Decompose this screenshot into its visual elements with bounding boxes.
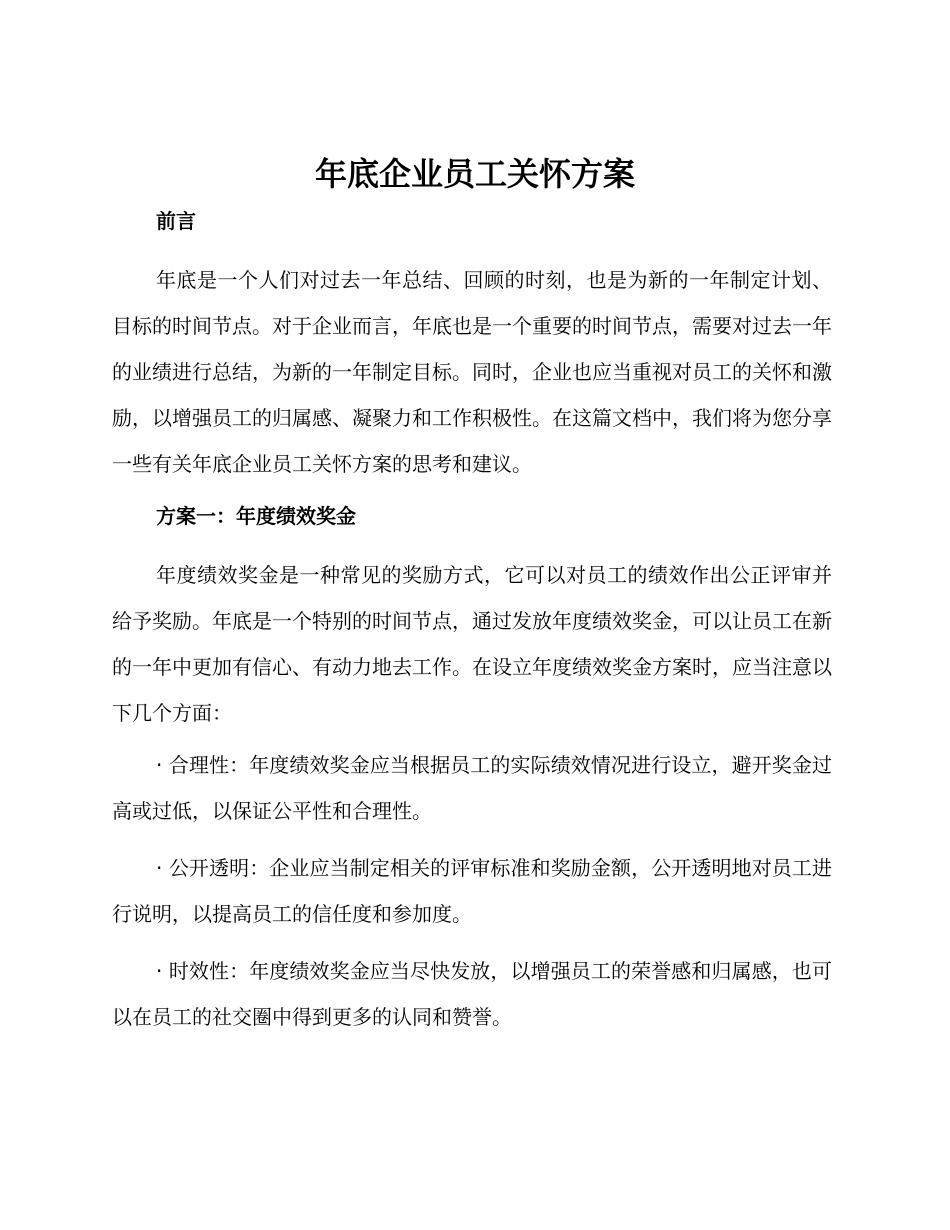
section-heading-preface: 前言 xyxy=(156,209,196,233)
section-heading-plan-one: 方案一：年度绩效奖金 xyxy=(156,504,356,528)
bullet-item-transparency: · 公开透明：企业应当制定相关的评审标准和奖励金额，公开透明地对员工进行说明，以提高员工的信任度和参加度。 xyxy=(112,856,832,926)
plan-one-paragraph: 年度绩效奖金是一种常见的奖励方式，它可以对员工的绩效作出公正评审并给予奖励。年底是一个特别的时间节点，通过发放年度绩效奖金，可以让员工在新的一年中更加有信心、有动力地去工作。在设立年度绩效奖金方案时，应当注意以下几个方面： xyxy=(112,563,832,725)
document-title: 年底企业员工关怀方案 xyxy=(314,155,635,193)
bullet-item-reasonableness: · 合理性：年度绩效奖金应当根据员工的实际绩效情况进行设立，避开奖金过高或过低，以保证公平性和合理性。 xyxy=(112,753,832,823)
preface-paragraph: 年底是一个人们对过去一年总结、回顾的时刻，也是为新的一年制定计划、目标的时间节点。对于企业而言，年底也是一个重要的时间节点，需要对过去一年的业绩进行总结，为新的一年制定目标。同时，企业也应当重视对员工的关怀和激励，以增强员工的归属感、凝聚力和工作积极性。在这篇文档中，我们将为您分享一些有关年底企业员工关怀方案的思考和建议。 xyxy=(112,268,832,476)
bullet-item-timeliness: · 时效性：年度绩效奖金应当尽快发放，以增强员工的荣誉感和归属感，也可以在员工的社交圈中得到更多的认同和赞誉。 xyxy=(112,959,832,1029)
